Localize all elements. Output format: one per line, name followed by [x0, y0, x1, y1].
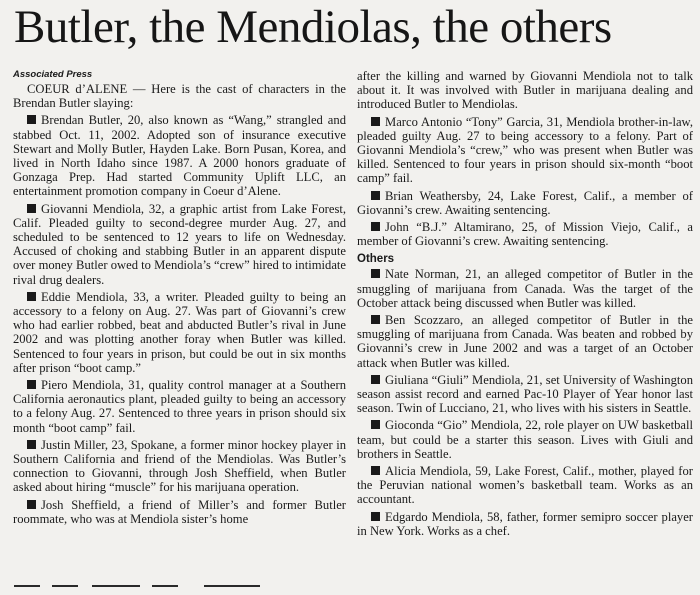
- entry-justin-miller: Justin Miller, 23, Spokane, a former minor hockey player in Southern California and friend of the Mendiolas. Was Butler’s connection to Giovanni, through Josh Sheffield, when Butler asked about hiring “muscle” for his marijuana operation.: [13, 437, 346, 495]
- bullet-square-icon: [371, 117, 380, 126]
- bullet-square-icon: [27, 500, 36, 509]
- footer-rule: [52, 585, 78, 587]
- bullet-square-icon: [371, 375, 380, 384]
- bullet-square-icon: [371, 420, 380, 429]
- footer-rule: [204, 585, 260, 587]
- bullet-square-icon: [27, 292, 36, 301]
- entry-josh-sheffield: Josh Sheffield, a friend of Miller’s and former Butler roommate, who was at Mendiola sister’s home: [13, 497, 346, 526]
- entry-giuliana-mendiola: Giuliana “Giuli” Mendiola, 21, set University of Washington season assist record and earned Pac-10 Player of Year honor last season. Twin of Lucciano, 21, who lives with his sisters in Seattle.: [357, 372, 693, 416]
- bullet-square-icon: [27, 115, 36, 124]
- left-column: [13, 69, 346, 529]
- right-column: [357, 69, 693, 541]
- bullet-square-icon: [371, 315, 380, 324]
- footer-rule: [92, 585, 140, 587]
- byline: Associated Press: [13, 69, 93, 80]
- footer-rule: [14, 585, 40, 587]
- entry-nate-norman: Nate Norman, 21, an alleged competitor of Butler in the smuggling of marijuana from Canada. Was the target of the October attack being discussed when Butler was killed.: [357, 267, 693, 310]
- bullet-square-icon: [27, 204, 36, 213]
- bullet-square-icon: [371, 466, 380, 475]
- bullet-square-icon: [371, 222, 380, 231]
- entry-gioconda-mendiola: Gioconda “Gio” Mendiola, 22, role player on UW basketball team, but could be a starter this season. Lives with Giuli and brothers in Seattle.: [357, 418, 693, 461]
- bullet-square-icon: [27, 380, 36, 389]
- headline: Butler, the Mendiolas, the others: [14, 1, 612, 53]
- footer-rule: [152, 585, 178, 587]
- entry-giovanni-mendiola: Giovanni Mendiola, 32, a graphic artist from Lake Forest, Calif. Pleaded guilty to second-degree murder Aug. 27, and scheduled to be sentenced to 12 years to life on Wednesday. Accused of choking and stabbing Butler in an apparent dispute over money Butler owed to Mendiola’s “crew” hired to intimidate rival drug dealers.: [13, 201, 346, 287]
- footer-rules: [14, 585, 314, 589]
- entry-john-altamirano: John “B.J.” Altamirano, 25, of Mission Viejo, Calif., a member of Giovanni’s crew. Awaiting sentencing.: [357, 220, 693, 249]
- bullet-square-icon: [371, 269, 380, 278]
- entry-alicia-mendiola: Alicia Mendiola, 59, Lake Forest, Calif., mother, played for the Peruvian national women’s basketball team. Works as an accountant.: [357, 464, 693, 507]
- others-subhead: Others: [357, 253, 395, 266]
- entry-tony-garcia: Marco Antonio “Tony” Garcia, 31, Mendiola brother-in-law, pleaded guilty Aug. 27 to being accessory to a felony. Part of Giovanni Mendiola’s “crew,” who was present when Butler was killed. Sentenced to four years in prison should six-month “boot camp” fail.: [357, 114, 693, 186]
- bullet-square-icon: [27, 440, 36, 449]
- entry-piero-mendiola: Piero Mendiola, 31, quality control manager at a Southern California aeronautics plant, pleaded guilty to being an accessory to a felony Aug. 27. Sentenced to three years in prison should six month “boot camp” fail.: [13, 378, 346, 435]
- entry-brendan-butler: Brendan Butler, 20, also known as “Wang,” strangled and stabbed Oct. 11, 2002. Adopted son of insurance executive Stewart and Molly Butler, Hayden Lake. Born Pusan, Korea, and lived in North Idaho since 1987. A 2000 honors graduate of Gonzaga Prep. Had started Community Uplift LLC, an entertainment promotion company in Coeur d’Alene.: [13, 113, 346, 199]
- entry-ben-scozzaro: Ben Scozzaro, an alleged competitor of Butler in the smuggling of marijuana from Canada. Was beaten and robbed by Giovanni’s crew in June 2002 and was a target of an October attack when Butler was killed.: [357, 313, 693, 370]
- entry-edgardo-mendiola: Edgardo Mendiola, 58, father, former semipro soccer player in New York. Works as a chef.: [357, 509, 693, 538]
- entry-eddie-mendiola: Eddie Mendiola, 33, a writer. Pleaded guilty to being an accessory to a felony on Aug. 27. Was part of Giovanni’s crew who had earlier robbed, beat and abducted Butler’s rival in June 2002 and was plotting another foray when Butler was killed. Sentenced to four years in prison, but could be out in six months after prison “boot camp.”: [13, 289, 346, 375]
- bullet-square-icon: [371, 191, 380, 200]
- entry-brian-weathersby: Brian Weathersby, 24, Lake Forest, Calif., a member of Giovanni’s crew. Awaiting sentencing.: [357, 188, 693, 217]
- dateline: COEUR d’ALENE — Here is the cast of characters in the Brendan Butler slaying:: [13, 82, 346, 111]
- bullet-square-icon: [371, 512, 380, 521]
- entry-josh-sheffield-continued: after the killing and warned by Giovanni Mendiola not to talk about it. It was involved with Butler in marijuana dealing and introduced Butler to Mendiolas.: [357, 69, 693, 112]
